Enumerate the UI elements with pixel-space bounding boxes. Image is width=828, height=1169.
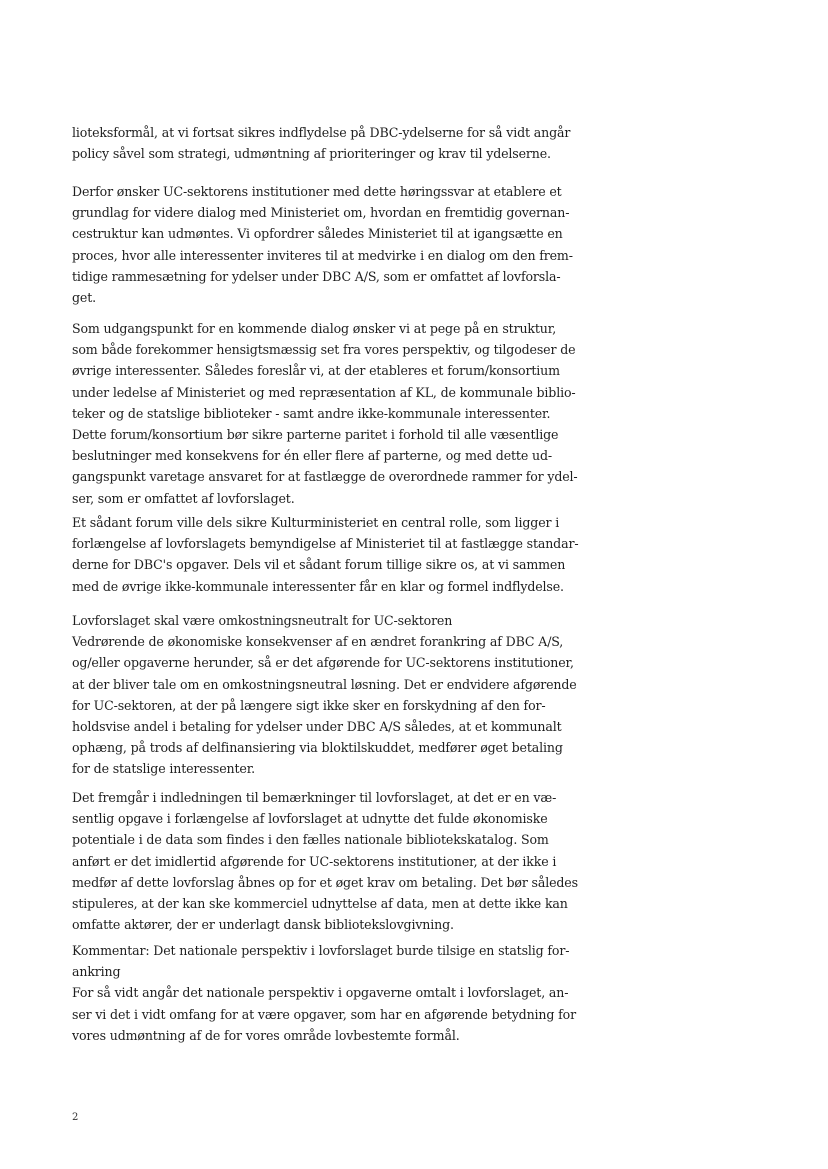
text-line: lioteksformål, at vi fortsat sikres indflydelse på DBC-ydelserne for så vidt angår [72,125,571,140]
text-line: og/eller opgaverne herunder, så er det afgørende for UC-sektorens institutioner, [72,655,574,671]
text-line: teker og de statslige biblioteker - samt andre ikke-kommunale interessenter. [72,405,551,421]
text-line: For så vidt angår det nationale perspektiv i opgaverne omtalt i lovforslaget, an- [72,985,569,1001]
paragraph-governance-influence [72,122,572,164]
text-line: for de statslige interessenter. [72,761,256,777]
paragraph-forum-role [72,512,579,597]
text-line: stipuleres, at der kan ske kommerciel udnyttelse af data, men at dette ikke kan [72,896,568,912]
text-line: øvrige interessenter. Således foreslår vi, at der etableres et forum/konsortium [72,363,560,379]
text-line: Vedrørende de økonomiske konsekvenser af en ændret forankring af DBC A/S, [72,634,564,650]
text-line: som både forekommer hensigtsmæssig set fra vores perspektiv, og tilgodeser de [72,342,576,358]
text-line: holdsvise andel i betaling for ydelser under DBC A/S således, at et kommunalt [72,719,562,735]
text-line: beslutninger med konsekvens for én eller flere af parterne, og med dette ud- [72,448,552,464]
text-line: potentiale i de data som findes i den fælles nationale bibliotekskatalog. Som [72,832,549,848]
paragraph-dialog-proposal [72,181,572,308]
text-line: med de øvrige ikke-kommunale interessenter får en klar og formel indflydelse. [72,578,564,594]
text-line: forlængelse af lovforslagets bemyndigelse af Ministeriet til at fastlægge standar- [72,536,579,552]
section-heading: ankring [72,964,121,980]
text-line: for UC-sektoren, at der på længere sigt ikke sker en forskydning af den for- [72,697,546,713]
page-number: 2 [72,1112,79,1123]
text-line: Derfor ønsker UC-sektorens institutioner med dette høringssvar at etablere et [72,184,562,199]
text-line: get. [72,290,96,306]
text-line: at der bliver tale om en omkostningsneutral løsning. Det er endvidere afgørende [72,676,577,692]
text-line: omfatte aktører, der er underlagt dansk bibliotekslovgivning. [72,917,454,933]
section-national-perspective [72,940,576,1046]
paragraph-forum-structure [72,318,578,509]
text-line: ser, som er omfattet af lovforslaget. [72,490,295,506]
text-line: Som udgangspunkt for en kommende dialog ønsker vi at pege på en struktur, [72,321,557,336]
section-heading: Kommentar: Det nationale perspektiv i lovforslaget burde tilsige en statslig for- [72,943,570,958]
text-line: grundlag for videre dialog med Ministeriet om, hvordan en fremtidig governan- [72,205,570,221]
text-line: Det fremgår i indledningen til bemærkninger til lovforslaget, at det er en væ- [72,790,557,805]
text-line: ophæng, på trods af delfinansiering via bloktilskuddet, medfører øget betaling [72,740,563,756]
text-line: anført er det imidlertid afgørende for UC-sektorens institutioner, at der ikke i [72,853,557,869]
section-heading: Lovforslaget skal være omkostningsneutralt for UC-sektoren [72,613,453,628]
text-line: tidige rammesætning for ydelser under DBC A/S, som er omfattet af lovforsla- [72,268,561,284]
text-line: medfør af dette lovforslag åbnes op for et øget krav om betaling. Det bør således [72,874,578,890]
text-line: under ledelse af Ministeriet og med repræsentation af KL, de kommunale biblio- [72,384,576,400]
text-line: vores udmøntning af de for vores område lovbestemte formål. [72,1027,460,1043]
text-line: gangspunkt varetage ansvaret for at fastlægge de overordnede rammer for ydel- [72,469,578,485]
text-line: cestruktur kan udmøntes. Vi opfordrer således Ministeriet til at igangsætte en [72,226,563,242]
text-line: proces, hvor alle interessenter inviteres til at medvirke i en dialog om den frem- [72,247,573,263]
text-line: ser vi det i vidt omfang for at være opgaver, som har en afgørende betydning for [72,1006,576,1022]
text-line: sentlig opgave i forlængelse af lovforslaget at udnytte det fulde økonomiske [72,811,548,827]
text-line: Dette forum/konsortium bør sikre parterne paritet i forhold til alle væsentlige [72,427,559,443]
section-cost-neutrality [72,610,577,780]
text-line: policy såvel som strategi, udmøntning af prioriteringer og krav til ydelserne. [72,146,551,162]
text-line: derne for DBC's opgaver. Dels vil et sådant forum tillige sikre os, at vi sammen [72,557,566,573]
paragraph-data-utilization [72,787,578,935]
text-line: Et sådant forum ville dels sikre Kulturministeriet en central rolle, som ligger i [72,515,560,530]
